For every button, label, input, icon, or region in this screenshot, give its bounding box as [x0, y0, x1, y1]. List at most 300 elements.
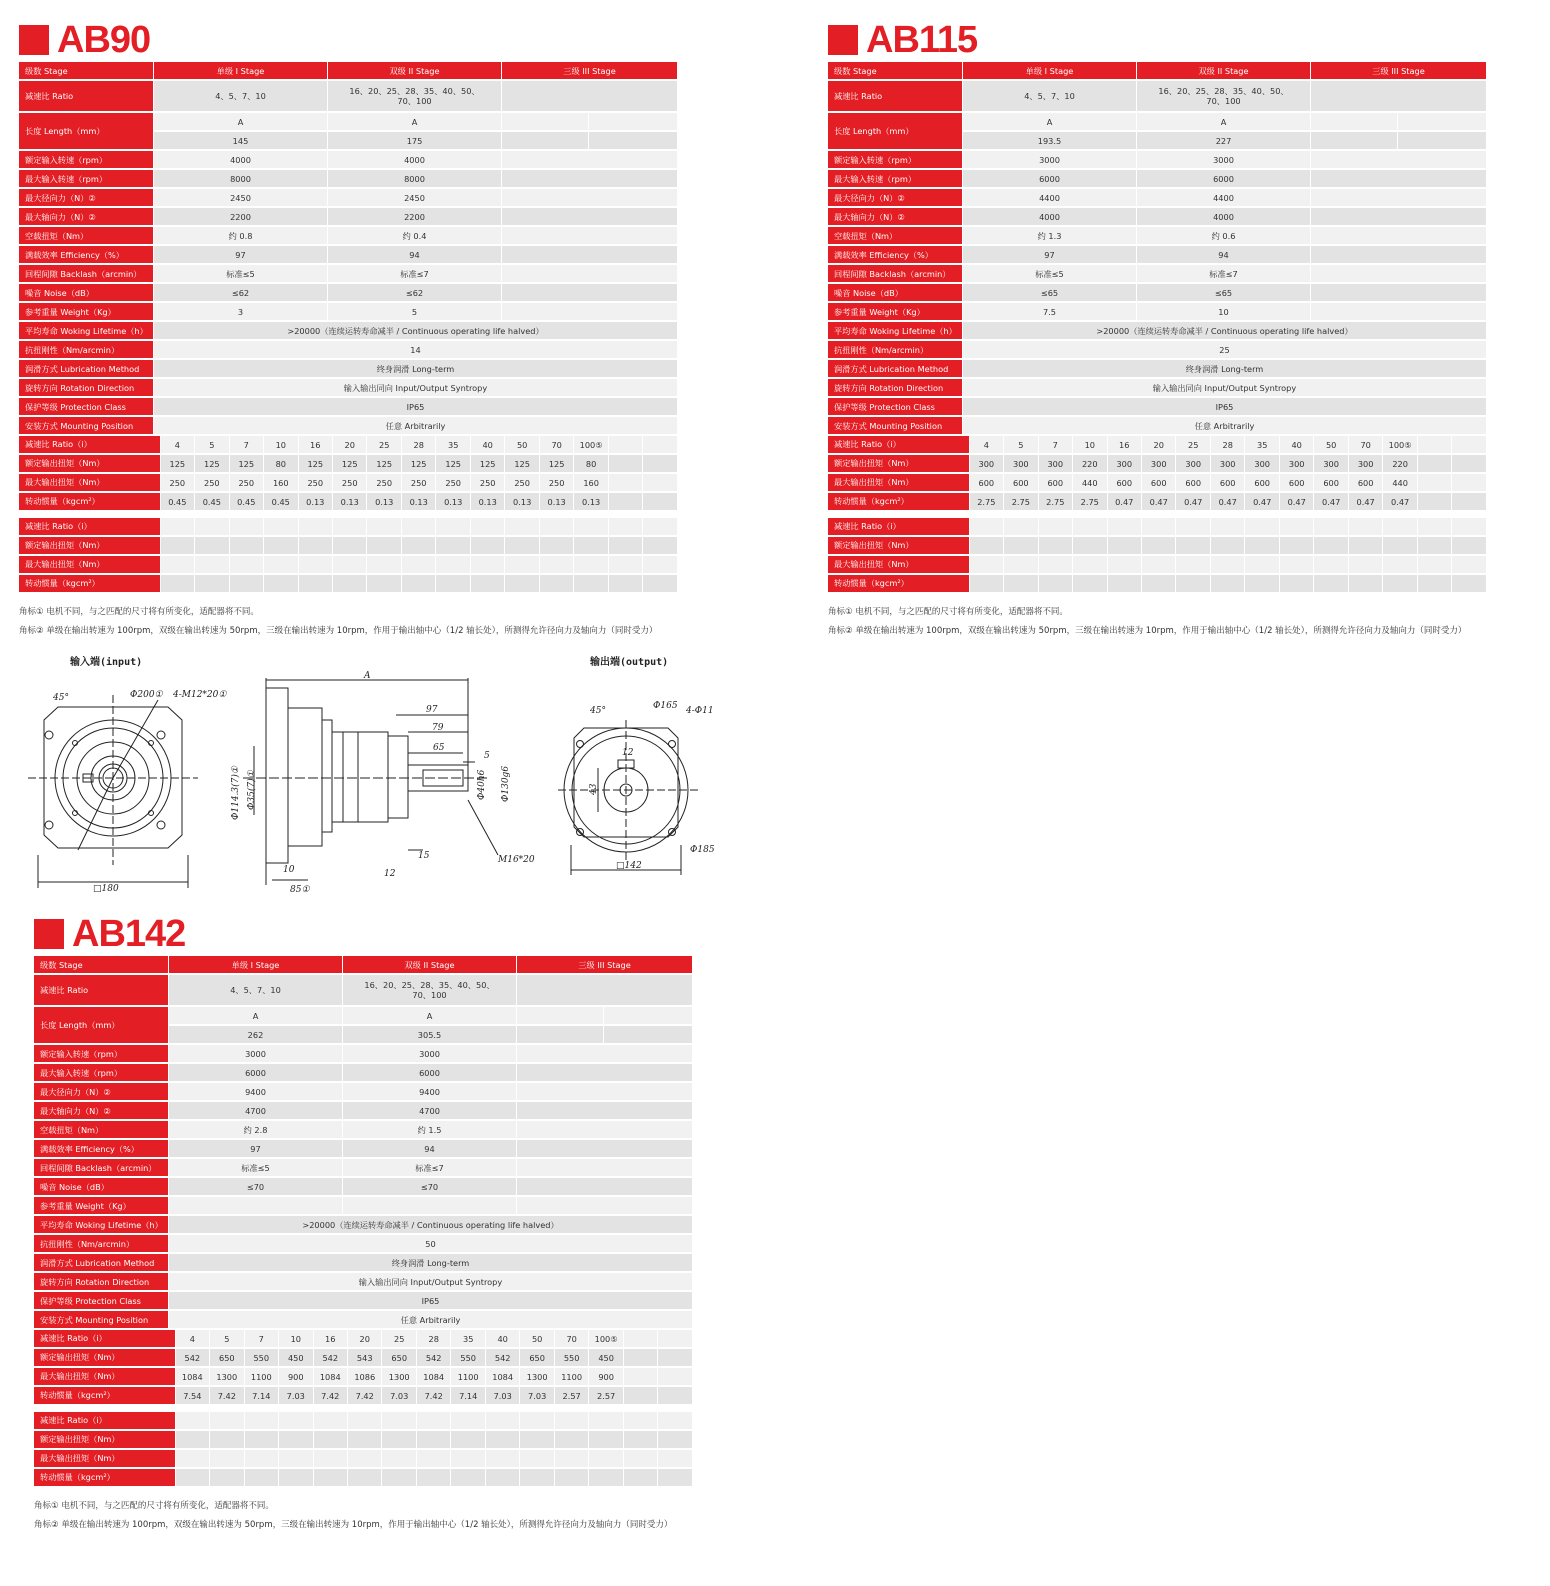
- torque-table-empty: [34, 1412, 693, 1488]
- spec-value: [589, 113, 678, 132]
- torque-value: 125: [540, 455, 574, 474]
- torque-value: 10: [279, 1330, 313, 1349]
- torque-value: [471, 537, 505, 556]
- torque-value: 0.13: [436, 493, 470, 512]
- torque-value: [970, 537, 1004, 556]
- torque-value: 1084: [314, 1368, 348, 1387]
- torque-value: [1176, 537, 1210, 556]
- spec-value: 2450: [154, 189, 328, 208]
- spec-label: 最大输入转速（rpm）: [828, 170, 963, 189]
- spec-table: [34, 956, 693, 1330]
- torque-value: 0.13: [505, 493, 539, 512]
- torque-value: 7.03: [520, 1387, 554, 1406]
- torque-value: 0.47: [1108, 493, 1142, 512]
- torque-value: [486, 1450, 520, 1469]
- title-marker: [828, 25, 858, 55]
- torque-value: 0.45: [161, 493, 195, 512]
- spec-value: 标准≤7: [343, 1159, 517, 1178]
- footnote: 角标① 电机不同，与之匹配的尺寸将有所变化，适配器将不同。: [19, 607, 259, 617]
- header-stage2: 双级 II Stage: [1137, 62, 1311, 81]
- torque-value: 1084: [176, 1368, 210, 1387]
- torque-value: 1300: [382, 1368, 416, 1387]
- torque-value: [643, 575, 678, 594]
- output-12-dim: 12: [622, 748, 634, 758]
- torque-value: [970, 556, 1004, 575]
- spec-label: 参考重量 Weight（Kg）: [828, 303, 963, 322]
- torque-value: [1211, 556, 1245, 575]
- torque-value: [520, 1431, 554, 1450]
- torque-value: [195, 518, 229, 537]
- torque-value: 125: [299, 455, 333, 474]
- dimension-drawing: [18, 650, 738, 905]
- torque-value: [658, 1450, 693, 1469]
- spec-value: 3000: [169, 1045, 343, 1064]
- spec-value: IP65: [154, 398, 678, 417]
- torque-value: 900: [279, 1368, 313, 1387]
- torque-value: [1418, 556, 1452, 575]
- torque-value: 650: [210, 1349, 244, 1368]
- spec-value: 8000: [328, 170, 502, 189]
- torque-value: [1452, 556, 1487, 575]
- side-97-dim: 97: [426, 705, 438, 715]
- torque-value: 550: [245, 1349, 279, 1368]
- spec-value: A: [963, 113, 1137, 132]
- torque-value: 4: [176, 1330, 210, 1349]
- torque-value: [1142, 518, 1176, 537]
- spec-value: 6000: [343, 1064, 517, 1083]
- torque-value: 600: [1176, 474, 1210, 493]
- torque-label: 额定输出扭矩（Nm）: [828, 537, 970, 556]
- torque-value: 80: [574, 455, 608, 474]
- side-15-dim: 15: [418, 851, 430, 861]
- spec-value: 10: [1137, 303, 1311, 322]
- torque-value: [624, 1431, 658, 1450]
- torque-label: 转动惯量（kgcm²）: [34, 1387, 176, 1406]
- torque-value: 125: [471, 455, 505, 474]
- torque-value: [609, 474, 643, 493]
- spec-label: 抗扭刚性（Nm/arcmin）: [34, 1235, 169, 1254]
- torque-value: [1314, 575, 1348, 594]
- torque-value: [1108, 537, 1142, 556]
- side-5-dim: 5: [484, 751, 490, 761]
- torque-value: [540, 518, 574, 537]
- torque-value: [643, 474, 678, 493]
- torque-value: [574, 518, 608, 537]
- torque-value: [658, 1368, 693, 1387]
- spec-value: ≤65: [963, 284, 1137, 303]
- torque-value: [264, 537, 298, 556]
- torque-value: 1300: [520, 1368, 554, 1387]
- spec-label: 旋转方向 Rotation Direction: [828, 379, 963, 398]
- torque-value: [471, 556, 505, 575]
- spec-value: 25: [963, 341, 1487, 360]
- footnote: 角标① 电机不同，与之匹配的尺寸将有所变化，适配器将不同。: [828, 607, 1068, 617]
- torque-value: 300: [1108, 455, 1142, 474]
- torque-value: 7.42: [314, 1387, 348, 1406]
- torque-value: [161, 556, 195, 575]
- spec-table: [19, 62, 678, 436]
- spec-value: 任意 Arbitrarily: [169, 1311, 693, 1330]
- torque-value: 542: [417, 1349, 451, 1368]
- torque-value: 0.13: [333, 493, 367, 512]
- torque-value: [348, 1450, 382, 1469]
- torque-value: [643, 518, 678, 537]
- torque-value: 125: [333, 455, 367, 474]
- spec-value: [502, 208, 678, 227]
- torque-value: 28: [417, 1330, 451, 1349]
- spec-value: [517, 1007, 604, 1026]
- spec-value: 94: [343, 1140, 517, 1159]
- title-marker: [34, 919, 64, 949]
- spec-value: 6000: [963, 170, 1137, 189]
- spec-value: 16、20、25、28、35、40、50、70、100: [1137, 81, 1311, 113]
- torque-value: [658, 1387, 693, 1406]
- spec-label: 参考重量 Weight（Kg）: [34, 1197, 169, 1216]
- torque-value: 0.13: [299, 493, 333, 512]
- header-stage3: 三级 III Stage: [517, 956, 693, 975]
- torque-value: [1142, 556, 1176, 575]
- torque-value: 7.14: [245, 1387, 279, 1406]
- spec-label: 满载效率 Efficiency（%）: [828, 246, 963, 265]
- spec-value: 4400: [1137, 189, 1311, 208]
- torque-value: [1418, 436, 1452, 455]
- torque-value: [333, 556, 367, 575]
- torque-value: 16: [299, 436, 333, 455]
- torque-value: [624, 1387, 658, 1406]
- torque-value: [264, 518, 298, 537]
- spec-value: [1311, 246, 1487, 265]
- torque-value: 0.13: [574, 493, 608, 512]
- torque-value: [333, 537, 367, 556]
- spec-value: [1311, 151, 1487, 170]
- spec-label: 最大轴向力（N）②: [34, 1102, 169, 1121]
- torque-value: [195, 537, 229, 556]
- spec-label: 回程间隙 Backlash（arcmin）: [34, 1159, 169, 1178]
- spec-value: 约 1.3: [963, 227, 1137, 246]
- torque-value: [1349, 556, 1383, 575]
- torque-value: 1084: [417, 1368, 451, 1387]
- spec-value: 约 0.6: [1137, 227, 1311, 246]
- torque-value: [1418, 474, 1452, 493]
- torque-value: 543: [348, 1349, 382, 1368]
- spec-label: 润滑方式 Lubrication Method: [828, 360, 963, 379]
- spec-value: 3000: [1137, 151, 1311, 170]
- spec-value: IP65: [963, 398, 1487, 417]
- torque-value: [1280, 518, 1314, 537]
- spec-value: 任意 Arbitrarily: [963, 417, 1487, 436]
- output-angle-dim: 45°: [590, 706, 606, 716]
- spec-value: [589, 132, 678, 151]
- torque-value: [417, 1469, 451, 1488]
- spec-value: 145: [154, 132, 328, 151]
- torque-value: [1349, 518, 1383, 537]
- torque-value: [1211, 575, 1245, 594]
- spec-value: [1311, 189, 1487, 208]
- torque-value: 0.13: [471, 493, 505, 512]
- torque-value: [505, 537, 539, 556]
- torque-value: [402, 575, 436, 594]
- side-10-dim: 10: [283, 865, 295, 875]
- torque-value: [624, 1450, 658, 1469]
- spec-value: [502, 189, 678, 208]
- torque-value: [279, 1469, 313, 1488]
- torque-value: [540, 556, 574, 575]
- torque-value: [279, 1431, 313, 1450]
- torque-value: [245, 1469, 279, 1488]
- torque-value: [624, 1330, 658, 1349]
- spec-value: [517, 1178, 693, 1197]
- torque-value: 7.42: [210, 1387, 244, 1406]
- torque-value: 10: [1073, 436, 1107, 455]
- spec-label: 最大径向力（N）②: [34, 1083, 169, 1102]
- torque-value: [161, 537, 195, 556]
- torque-value: [589, 1450, 623, 1469]
- spec-label: 最大径向力（N）②: [828, 189, 963, 208]
- torque-value: 100⑤: [1383, 436, 1417, 455]
- torque-value: 125: [367, 455, 401, 474]
- torque-value: [1418, 493, 1452, 512]
- spec-label: 减速比 Ratio: [19, 81, 154, 113]
- side-m16-dim: M16*20: [498, 855, 535, 865]
- torque-value: 0.47: [1142, 493, 1176, 512]
- torque-value: 4: [970, 436, 1004, 455]
- torque-value: [1349, 537, 1383, 556]
- torque-value: [970, 575, 1004, 594]
- spec-value: 305.5: [343, 1026, 517, 1045]
- spec-table: [828, 62, 1487, 436]
- spec-value: [604, 1026, 693, 1045]
- torque-value: [505, 575, 539, 594]
- spec-label: 保护等级 Protection Class: [34, 1292, 169, 1311]
- torque-value: [382, 1450, 416, 1469]
- torque-value: [1211, 518, 1245, 537]
- torque-value: [486, 1469, 520, 1488]
- spec-value: 14: [154, 341, 678, 360]
- torque-value: 0.47: [1383, 493, 1417, 512]
- torque-value: 0.47: [1280, 493, 1314, 512]
- torque-value: [176, 1412, 210, 1431]
- torque-value: [1176, 556, 1210, 575]
- spec-value: [502, 113, 589, 132]
- torque-value: 125: [505, 455, 539, 474]
- torque-value: [299, 575, 333, 594]
- torque-value: 7.03: [486, 1387, 520, 1406]
- header-stage1: 单级 I Stage: [154, 62, 328, 81]
- torque-value: [643, 455, 678, 474]
- spec-value: [1311, 81, 1487, 113]
- spec-label: 最大输入转速（rpm）: [34, 1064, 169, 1083]
- torque-value: [1073, 537, 1107, 556]
- torque-value: 600: [1245, 474, 1279, 493]
- torque-value: 1100: [555, 1368, 589, 1387]
- torque-value: [436, 575, 470, 594]
- torque-value: [471, 575, 505, 594]
- spec-value: [1311, 170, 1487, 189]
- torque-value: 0.13: [402, 493, 436, 512]
- spec-value: 8000: [154, 170, 328, 189]
- spec-value: 2200: [154, 208, 328, 227]
- spec-label: 最大轴向力（N）②: [19, 208, 154, 227]
- spec-label: 保护等级 Protection Class: [828, 398, 963, 417]
- spec-label: 满载效率 Efficiency（%）: [19, 246, 154, 265]
- torque-value: [609, 575, 643, 594]
- spec-label: 长度 Length（mm）: [34, 1007, 169, 1045]
- torque-value: [970, 518, 1004, 537]
- spec-label: 噪音 Noise（dB）: [34, 1178, 169, 1197]
- torque-label: 转动惯量（kgcm²）: [828, 575, 970, 594]
- spec-value: 输入输出同向 Input/Output Syntropy: [169, 1273, 693, 1292]
- spec-value: [502, 265, 678, 284]
- torque-value: [245, 1412, 279, 1431]
- torque-value: [1280, 575, 1314, 594]
- torque-value: [520, 1412, 554, 1431]
- torque-value: 0.45: [264, 493, 298, 512]
- torque-value: 0.47: [1211, 493, 1245, 512]
- spec-block-ab90: [19, 18, 679, 638]
- spec-value: 4000: [963, 208, 1137, 227]
- torque-value: [314, 1431, 348, 1450]
- torque-value: 542: [314, 1349, 348, 1368]
- torque-value: [245, 1450, 279, 1469]
- torque-value: 160: [264, 474, 298, 493]
- spec-value: 4、5、7、10: [963, 81, 1137, 113]
- input-holes-dim: 4-M12*20①: [173, 690, 227, 700]
- torque-value: 250: [540, 474, 574, 493]
- spec-value: 标准≤7: [328, 265, 502, 284]
- torque-value: [436, 537, 470, 556]
- torque-value: 250: [299, 474, 333, 493]
- torque-value: 250: [505, 474, 539, 493]
- torque-value: [382, 1431, 416, 1450]
- spec-label: 最大径向力（N）②: [19, 189, 154, 208]
- spec-value: 7.5: [963, 303, 1137, 322]
- spec-label: 安装方式 Mounting Position: [828, 417, 963, 436]
- spec-value: ≤62: [154, 284, 328, 303]
- torque-value: [210, 1450, 244, 1469]
- torque-value: [264, 575, 298, 594]
- header-stage3: 三级 III Stage: [502, 62, 678, 81]
- spec-label: 空载扭矩（Nm）: [34, 1121, 169, 1140]
- torque-value: 35: [451, 1330, 485, 1349]
- torque-value: [1383, 518, 1417, 537]
- torque-value: [1073, 575, 1107, 594]
- torque-value: [555, 1431, 589, 1450]
- torque-label: 最大输出扭矩（Nm）: [828, 474, 970, 493]
- spec-value: 约 0.4: [328, 227, 502, 246]
- spec-value: 4700: [169, 1102, 343, 1121]
- side-65-dim: 65: [433, 743, 445, 753]
- torque-value: 600: [970, 474, 1004, 493]
- torque-value: [1452, 455, 1487, 474]
- spec-label: 最大输入转速（rpm）: [19, 170, 154, 189]
- side-d40-dim: Φ40h6: [477, 769, 487, 800]
- torque-value: 7.42: [417, 1387, 451, 1406]
- torque-value: 40: [486, 1330, 520, 1349]
- torque-value: [609, 436, 643, 455]
- torque-label: 最大输出扭矩（Nm）: [828, 556, 970, 575]
- torque-value: [658, 1431, 693, 1450]
- spec-value: 94: [1137, 246, 1311, 265]
- model-title: [34, 912, 185, 956]
- spec-value: 4000: [1137, 208, 1311, 227]
- torque-value: [574, 556, 608, 575]
- spec-value: [517, 1197, 693, 1216]
- torque-value: [402, 556, 436, 575]
- spec-value: 16、20、25、28、35、40、50、70、100: [343, 975, 517, 1007]
- spec-value: [169, 1197, 343, 1216]
- torque-table-empty: [828, 518, 1487, 594]
- spec-value: 262: [169, 1026, 343, 1045]
- torque-value: [1418, 455, 1452, 474]
- torque-value: [1039, 575, 1073, 594]
- header-stage2: 双级 II Stage: [343, 956, 517, 975]
- torque-table: [828, 436, 1487, 512]
- torque-value: [1176, 518, 1210, 537]
- spec-value: [343, 1197, 517, 1216]
- torque-value: 600: [1314, 474, 1348, 493]
- torque-value: 4: [161, 436, 195, 455]
- torque-value: 20: [348, 1330, 382, 1349]
- spec-value: 3: [154, 303, 328, 322]
- torque-value: 10: [264, 436, 298, 455]
- torque-value: 5: [210, 1330, 244, 1349]
- torque-value: 1084: [486, 1368, 520, 1387]
- spec-value: [517, 1140, 693, 1159]
- spec-label: 安装方式 Mounting Position: [34, 1311, 169, 1330]
- torque-value: 20: [333, 436, 367, 455]
- spec-value: 94: [328, 246, 502, 265]
- output-flange-view: [558, 720, 698, 875]
- spec-value: 4、5、7、10: [169, 975, 343, 1007]
- output-square-dim: □142: [616, 861, 642, 871]
- spec-value: [1311, 265, 1487, 284]
- torque-value: [1004, 575, 1038, 594]
- torque-value: 7: [245, 1330, 279, 1349]
- spec-value: >20000（连续运转寿命减半 / Continuous operating life halved）: [169, 1216, 693, 1235]
- torque-label: 最大输出扭矩（Nm）: [34, 1368, 176, 1387]
- torque-value: [609, 493, 643, 512]
- torque-value: 650: [382, 1349, 416, 1368]
- torque-value: [367, 556, 401, 575]
- torque-value: 80: [264, 455, 298, 474]
- torque-label: 最大输出扭矩（Nm）: [19, 556, 161, 575]
- torque-value: [1245, 556, 1279, 575]
- title-marker: [19, 25, 49, 55]
- torque-value: 25: [382, 1330, 416, 1349]
- torque-value: [1314, 537, 1348, 556]
- torque-value: 600: [1211, 474, 1245, 493]
- spec-label: 额定输入转速（rpm）: [828, 151, 963, 170]
- spec-value: 标准≤5: [963, 265, 1137, 284]
- spec-value: [1398, 132, 1487, 151]
- torque-value: 450: [279, 1349, 313, 1368]
- torque-value: [195, 575, 229, 594]
- spec-value: [1311, 303, 1487, 322]
- input-angle-dim: 45°: [53, 693, 69, 703]
- torque-value: 600: [1039, 474, 1073, 493]
- input-flange-view: [28, 695, 198, 888]
- torque-value: [1176, 575, 1210, 594]
- spec-label: 平均寿命 Woking Lifetime（h）: [34, 1216, 169, 1235]
- torque-value: [417, 1450, 451, 1469]
- torque-value: 125: [161, 455, 195, 474]
- spec-value: ≤70: [343, 1178, 517, 1197]
- spec-label: 抗扭刚性（Nm/arcmin）: [19, 341, 154, 360]
- torque-value: [1004, 537, 1038, 556]
- torque-value: [1280, 556, 1314, 575]
- torque-value: [210, 1412, 244, 1431]
- torque-value: 7: [1039, 436, 1073, 455]
